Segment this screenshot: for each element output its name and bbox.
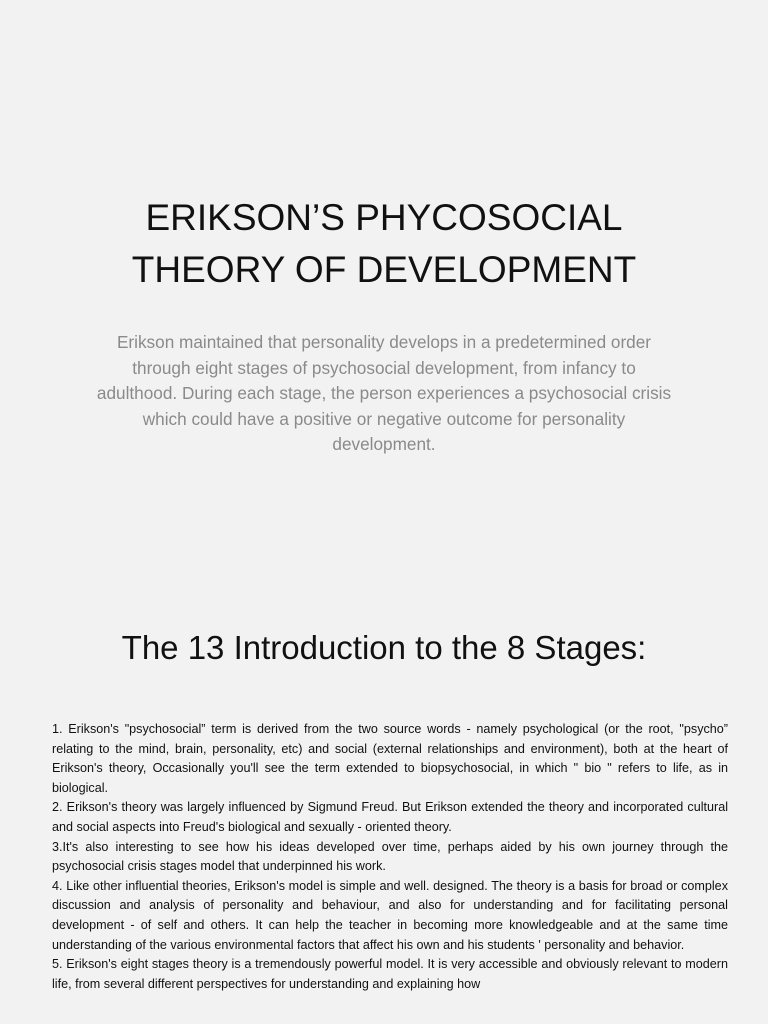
slide-title xyxy=(40,192,728,296)
paragraph-4: 4. Like other influential theories, Erikson's model is simple and well. designed. The theory is a basis for broad or complex discussion and analysis of personality and behaviour, and also for understanding and for facilitating personal development - of self and others. It can help the teacher in becoming more knowledgeable and at the same time understanding of the various environmental factors that affect his own and his students ' personality and behavior. xyxy=(52,878,728,952)
content-body xyxy=(52,720,728,994)
content-heading: The 13 Introduction to the 8 Stages: xyxy=(121,629,647,666)
paragraph-5: 5. Erikson's eight stages theory is a tremendously powerful model. It is very accessible and obviously relevant to modern life, from several different perspectives for understanding and explaining how xyxy=(52,957,728,991)
content-slide xyxy=(0,590,768,1024)
paragraph-2: 2. Erikson's theory was largely influenced by Sigmund Freud. But Erikson extended the theory and incorporated cultural and social aspects into Freud's biological and sexually - oriented theory. xyxy=(52,800,728,834)
paragraph-1: 1. Erikson's "psychosocial” term is derived from the two source words - namely psychological (or the root, "psycho” relating to the mind, brain, personality, etc) and social (external relationships and environment), both at the heart of Erikson's theory, Occasionally you'll see the term extended to biopsychosocial, in which " bio " refers to life, as in biological. xyxy=(52,722,728,795)
slide-title-line-2: THEORY OF DEVELOPMENT xyxy=(131,249,637,290)
slide-title-line-1: ERIKSON’S PHYCOSOCIAL xyxy=(145,197,623,238)
slide-subtitle: Erikson maintained that personality develops in a predetermined order through eight stages of psychosocial development, from infancy to adulthood. During each stage, the person experiences a psychosocial crisis which could have a positive or negative outcome for personality development. xyxy=(96,332,672,454)
paragraph-3: 3.It's also interesting to see how his ideas developed over time, perhaps aided by his own journey through the psychosocial crisis stages model that underpinned his work. xyxy=(52,839,728,874)
